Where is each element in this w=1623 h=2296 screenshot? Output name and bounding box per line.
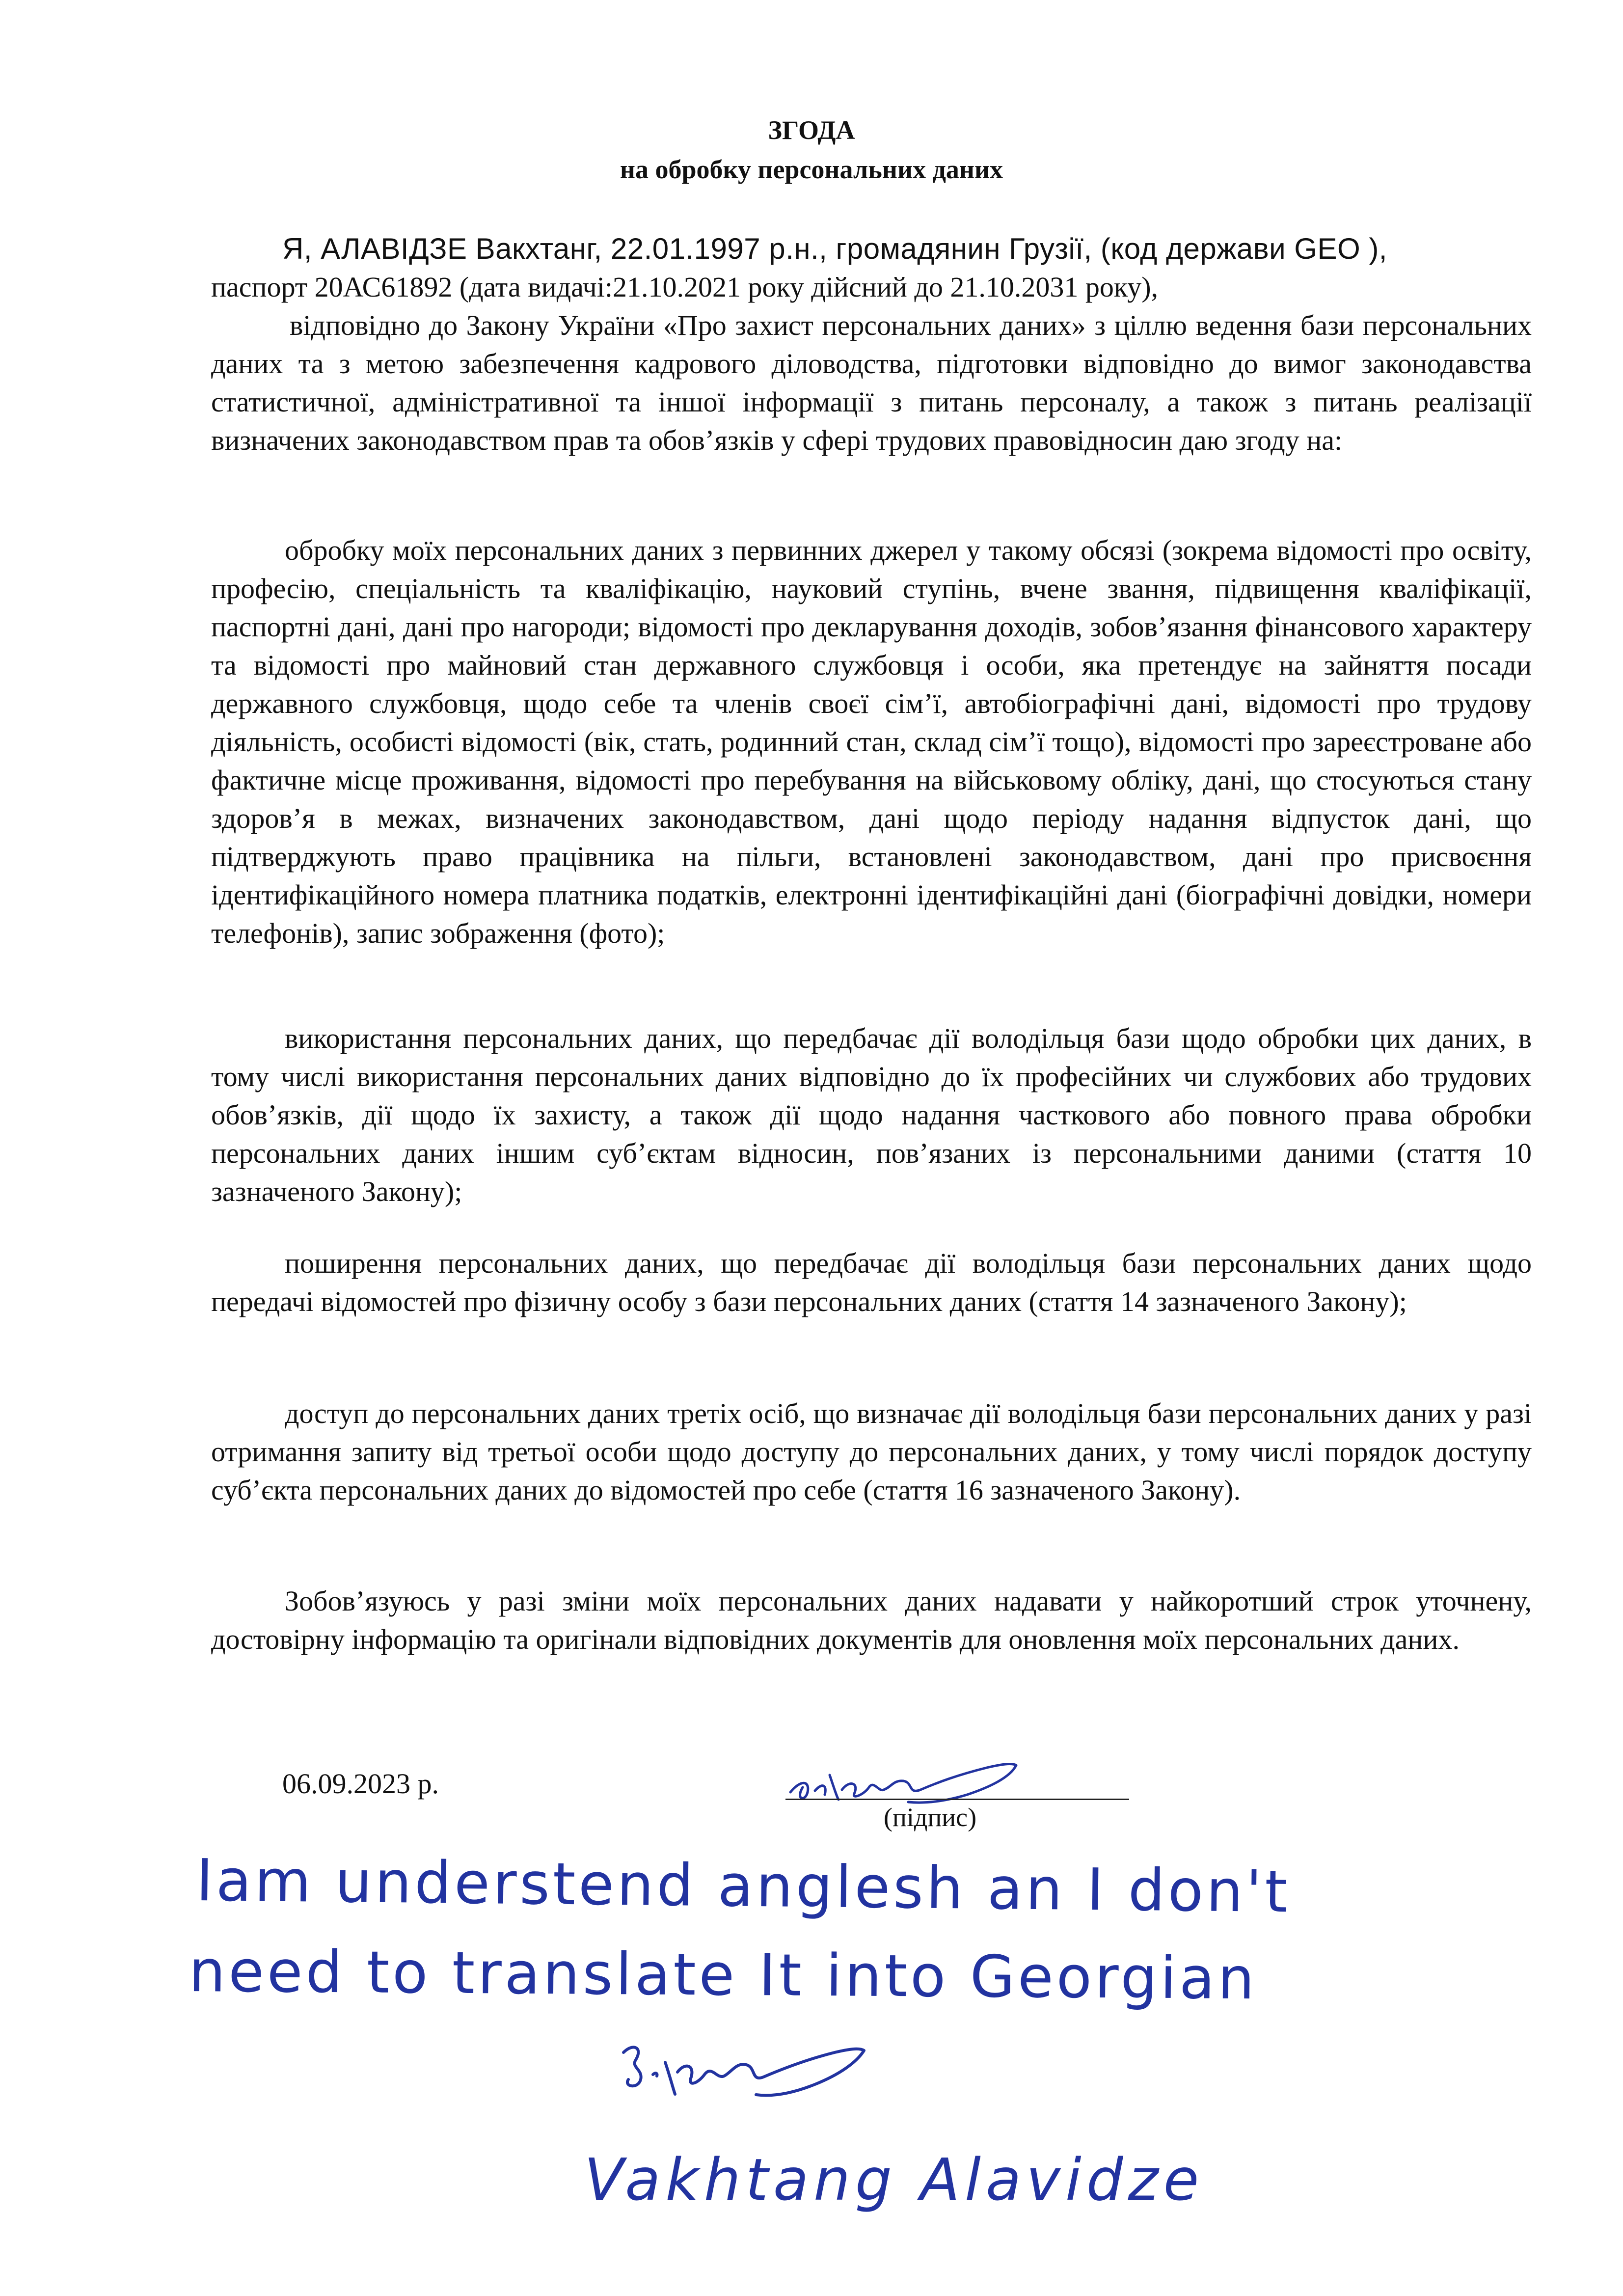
paragraph-access: доступ до персональних даних третіх осіб, що визначає дії володільця бази персональних даних у разі отримання запиту від третьої особи щодо доступу до персональних даних, у тому числі порядок доступу суб’єкта персональних даних до відомостей про себе (стаття 16 зазначеного Закону). — [211, 1397, 1532, 1506]
handwritten-signature — [609, 2033, 884, 2121]
intro-line-2: паспорт 20АС61892 (дата видачі:21.10.2021 року дійсний до 21.10.2031 року), — [211, 271, 1159, 303]
paragraph-distribution: поширення персональних даних, що передбачає дії володільця бази персональних даних щодо передачі відомостей про фізичну особу з бази персональних даних (стаття 14 зазначеного Закону); — [211, 1247, 1532, 1317]
handwritten-note-line-1: Iam understend anglesh an I don't — [195, 1846, 1291, 1926]
paragraph-processing: обробку моїх персональних даних з первинних джерел у такому обсязі (зокрема відомості про освіту, професію, спеціальність та кваліфікацію, науковий ступінь, вчене звання, підвищення кваліфікації, паспортні дані, дані про нагороди; відомості про декларування доходів, зобов’язання фінансового характеру та відомості про майновий стан державного службовця і особи, яка претендує на зайняття посади державного службовця, щодо себе та членів своєї сім’ї, автобіографічні дані, відомості про трудову діяльність, особисті відомості (вік, стать, родинний стан, склад сім’ї тощо), відомості про зареєстроване або фактичне місце проживання, відомості про перебування на військовому обліку, дані, що стосуються стану здоров’я в межах, визначених законодавством, дані щодо періоду надання відпусток дані, що підтверджують право працівника на пільги, встановлені законодавством, дані про присвоєння ідентифікаційного номера платника податків, електронні ідентифікаційні дані (біографічні довідки, номери телефонів), запис зображення (фото); — [211, 534, 1532, 949]
handwritten-name: Vakhtang Alavidze — [584, 2146, 1204, 2214]
paragraph-usage: використання персональних даних, що передбачає дії володільця бази щодо обробки цих даних, в тому числі використання персональних даних відповідно до їх професійних чи службових або трудових обов’язків, дії щодо їх захисту, а також дії щодо надання часткового або повного права обробки персональних даних іншим суб’єктам відносин, пов’язаних із персональними даними (стаття 10 зазначеного Закону); — [211, 1022, 1532, 1207]
document-subtitle: на обробку персональних даних — [620, 155, 1003, 184]
intro-line-1: Я, АЛАВІДЗЕ Вакхтанг, 22.01.1997 р.н., громадянин Грузії, (код держави GEO ), — [282, 232, 1387, 265]
signature-caption: (підпис) — [884, 1803, 977, 1832]
document-date: 06.09.2023 р. — [282, 1768, 439, 1800]
handwritten-note-line-2: need to translate It into Georgian — [189, 1937, 1258, 2013]
paragraph-obligation: Зобов’язуюсь у разі зміни моїх персональних даних надавати у найкоротший строк уточнену, достовірну інформацію та оригінали відповідних документів для оновлення моїх персональних даних. — [211, 1585, 1532, 1655]
intro-paragraph: відповідно до Закону України «Про захист персональних даних» з ціллю ведення бази персональних даних та з метою забезпечення кадрового діловодства, підготовки відповідно до вимог законодавства статистичної, адміністративної та іншої інформації з питань персоналу, а також з питань реалізації визначених законодавством прав та обов’язків у сфері трудових правовідносин даю згоду на: — [211, 309, 1532, 456]
document-title: ЗГОДА — [768, 115, 855, 145]
signature-line — [785, 1799, 1129, 1800]
